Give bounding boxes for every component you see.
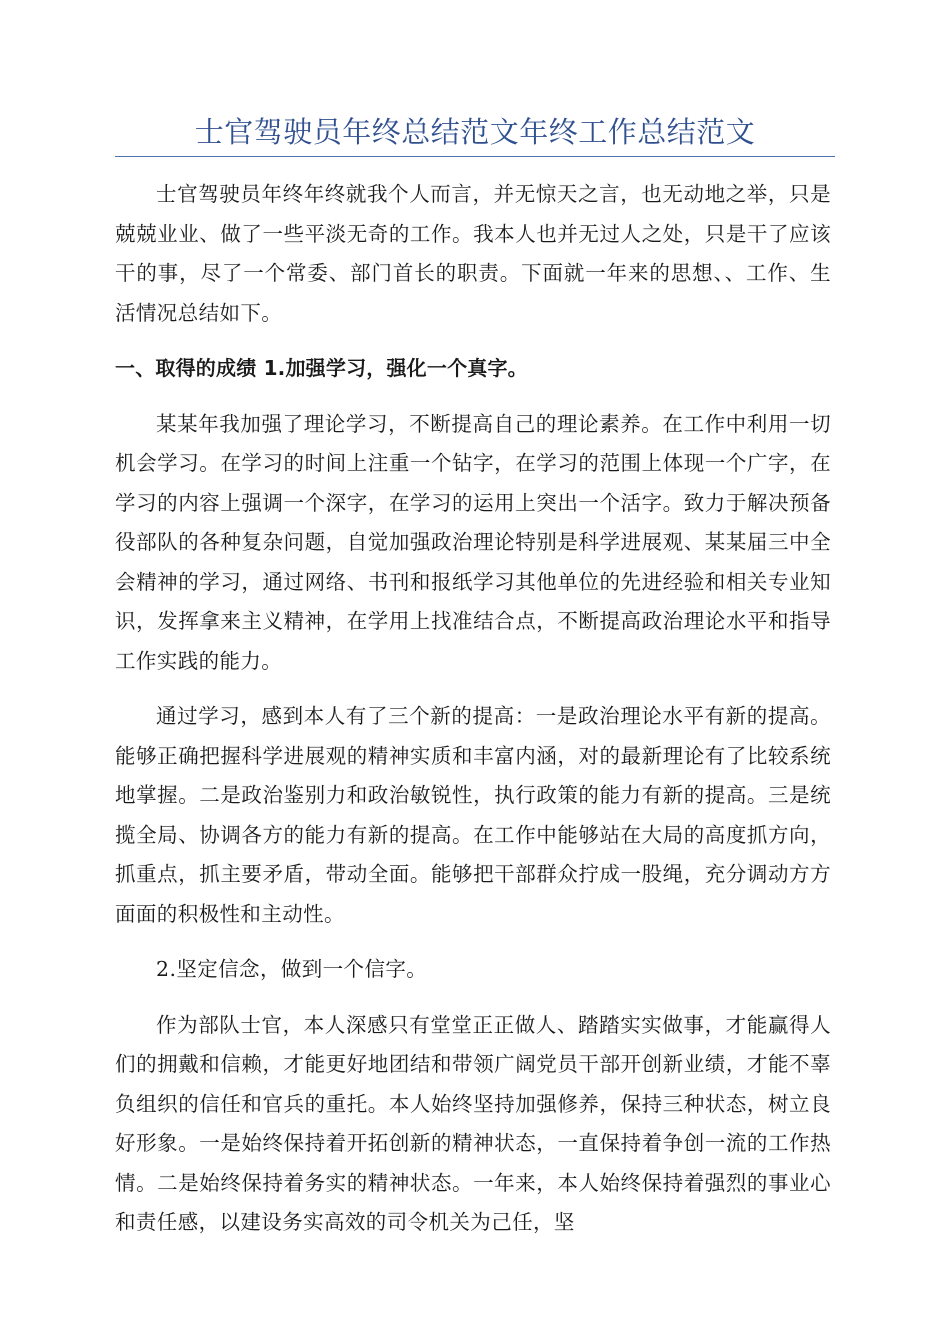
body-paragraph: 某某年我加强了理论学习，不断提高自己的理论素养。在工作中利用一切机会学习。在学习的时间上注重一个钻字，在学习的范围上体现一个广字，在学习的内容上强调一个深字，在学习的运用上突出一个活字。致力于解决预备役部队的各种复杂问题，自觉加强政治理论特别是科学进展观、某某届三中全会精神的学习，通过网络、书刊和报纸学习其他单位的先进经验和相关专业知识，发挥拿来主义精神，在学用上找准结合点，不断提高政治理论水平和指导工作实践的能力。 xyxy=(115,411,831,673)
document-body xyxy=(115,175,831,1243)
intro-paragraph: 士官驾驶员年终年终就我个人而言，并无惊天之言，也无动地之举，只是兢兢业业、做了一些平淡无奇的工作。我本人也并无过人之处，只是干了应该干的事，尽了一个常委、部门首长的职责。下面就一年来的思想、、工作、生活情况总结如下。 xyxy=(115,182,831,325)
subsection-heading: 2.坚定信念，做到一个信字。 xyxy=(156,957,428,981)
section-heading: 一、取得的成绩 1.加强学习，强化一个真字。 xyxy=(115,356,528,380)
body-paragraph: 作为部队士官，本人深感只有堂堂正正做人、踏踏实实做事，才能赢得人们的拥戴和信赖，才能更好地团结和带领广阔党员干部开创新业绩，才能不辜负组织的信任和官兵的重托。本人始终坚持加强修养，保持三种状态，树立良好形象。一是始终保持着开拓创新的精神状态，一直保持着争创一流的工作热情。二是始终保持着务实的精神状态。一年来，本人始终保持着强烈的事业心和责任感，以建设务实高效的司令机关为己任，坚 xyxy=(115,1012,831,1234)
document-title: 士官驾驶员年终总结范文年终工作总结范文 xyxy=(194,115,756,149)
title-underline xyxy=(115,110,835,157)
body-paragraph: 通过学习，感到本人有了三个新的提高：一是政治理论水平有新的提高。能够正确把握科学进展观的精神实质和丰富内涵，对的最新理论有了比较系统地掌握。二是政治鉴别力和政治敏锐性，执行政策的能力有新的提高。三是统揽全局、协调各方的能力有新的提高。在工作中能够站在大局的高度抓方向，抓重点，抓主要矛盾，带动全面。能够把干部群众拧成一股绳，充分调动方方面面的积极性和主动性。 xyxy=(115,704,831,926)
